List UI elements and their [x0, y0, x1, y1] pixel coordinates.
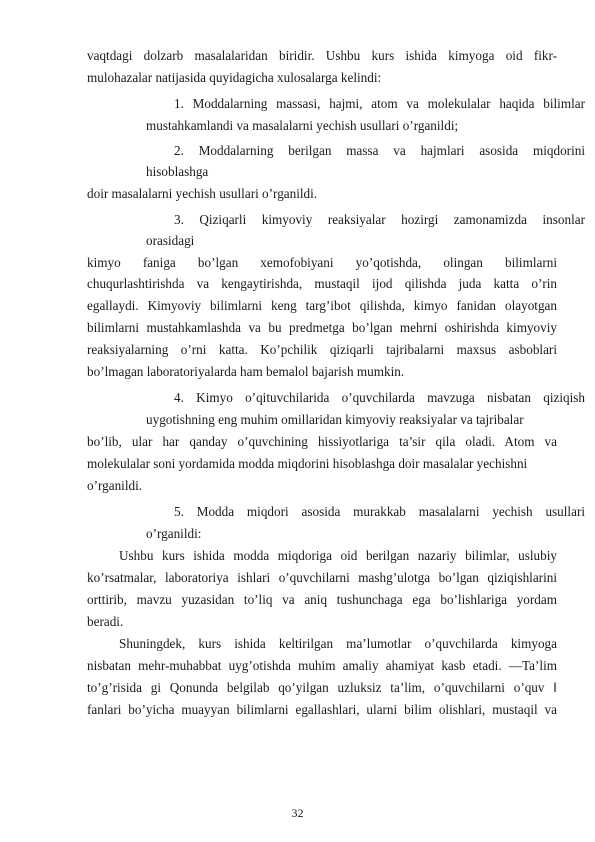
text-line: Ushbu kurs ishida modda miqdoriga oid berilgan nazariy bilimlar, uslubiy: [119, 548, 557, 563]
text-line: nisbatan mehr-muhabbat uyg’otishda muhim amaliy ahamiyat kasb etadi. ―Ta’lim: [87, 658, 557, 673]
text-line: 1. Moddalarning massasi, hajmi, atom va molekulalar haqida bilimlar: [174, 96, 585, 111]
text-line: bilimlarni mustahkamlashda va bu predmetga bo’lgan mehrni oshirishda kimyoviy: [87, 320, 557, 335]
page-number: 32: [291, 806, 304, 820]
text-line: beradi.: [87, 614, 124, 629]
text-line: reaksiyalarning o’rni katta. Ko’pchilik qiziqarli tajribalarni maxsus asboblari: [87, 342, 557, 357]
text-line: o’rganildi.: [87, 478, 143, 493]
text-line: 2. Moddalarning berilgan massa va hajmlari asosida miqdorini: [174, 143, 585, 158]
text-line: doir masalalarni yechish usullari o’rganildi.: [87, 186, 318, 201]
text-line: mulohazalar natijasida quyidagicha xulosalarga kelindi:: [87, 70, 382, 85]
text-line: o’rganildi:: [146, 526, 202, 541]
text-line: uygotishning eng muhim omillaridan kimyoviy reaksiyalar va tajribalar: [146, 412, 524, 427]
text-line: mustahkamlandi va masalalarni yechish usullari o’rganildi;: [146, 118, 459, 133]
text-line: 3. Qiziqarli kimyoviy reaksiyalar hozirgi zamonamizda insonlar: [174, 212, 585, 227]
text-line: molekulalar soni yordamida modda miqdorini hisoblashga doir masalalar yechishni: [87, 456, 528, 471]
text-line: 4. Kimyo o’qituvchilarida o’quvchilarda mavzuga nisbatan qiziqish: [174, 390, 585, 405]
text-line: bo’lib, ular har qanday o’quvchining hissiyotlariga ta’sir qila oladi. Atom va: [87, 434, 557, 449]
text-line: ko’rsatmalar, laboratoriya ishlari o’quvchilarni mashg’ulotga bo’lgan qiziqishlarini: [87, 570, 557, 585]
text-line: 5. Modda miqdori asosida murakkab masalalarni yechish usullari: [174, 504, 585, 519]
text-line: kimyo faniga bo’lgan xemofobiyani yo’qotishda, olingan bilimlarni: [87, 255, 557, 270]
text-line: Shuningdek, kurs ishida keltirilgan ma’lumotlar o’quvchilarda kimyoga: [119, 636, 557, 651]
text-line: fanlari bo’yicha muayyan bilimlarni egallashlari, ularni bilim olishlari, mustaqil va: [87, 702, 557, 717]
text-line: orttirib, mavzu yuzasidan to’liq va aniq tushunchaga ega bo’lishlariga yordam: [87, 592, 557, 607]
text-line: hisoblashga: [146, 164, 209, 179]
text-line: egallaydi. Kimyoviy bilimlarni keng targ’ibot qilishda, kimyo fanidan olayotgan: [87, 298, 557, 313]
text-line: to’g’risida gi Qonunda belgilab qo’yilgan uzluksiz ta’lim, o’quvchilarni o’quv ‖: [87, 680, 557, 695]
text-line: bo’lmagan laboratoriyalarda ham bemalol bajarish mumkin.: [87, 364, 405, 379]
text-line: orasidagi: [146, 233, 195, 248]
text-line: vaqtdagi dolzarb masalalaridan biridir. Ushbu kurs ishida kimyoga oid fikr-: [87, 48, 557, 63]
text-line: chuqurlashtirishda va kengaytirishda, mustaqil ijod qilishda juda katta o’rin: [87, 276, 557, 291]
